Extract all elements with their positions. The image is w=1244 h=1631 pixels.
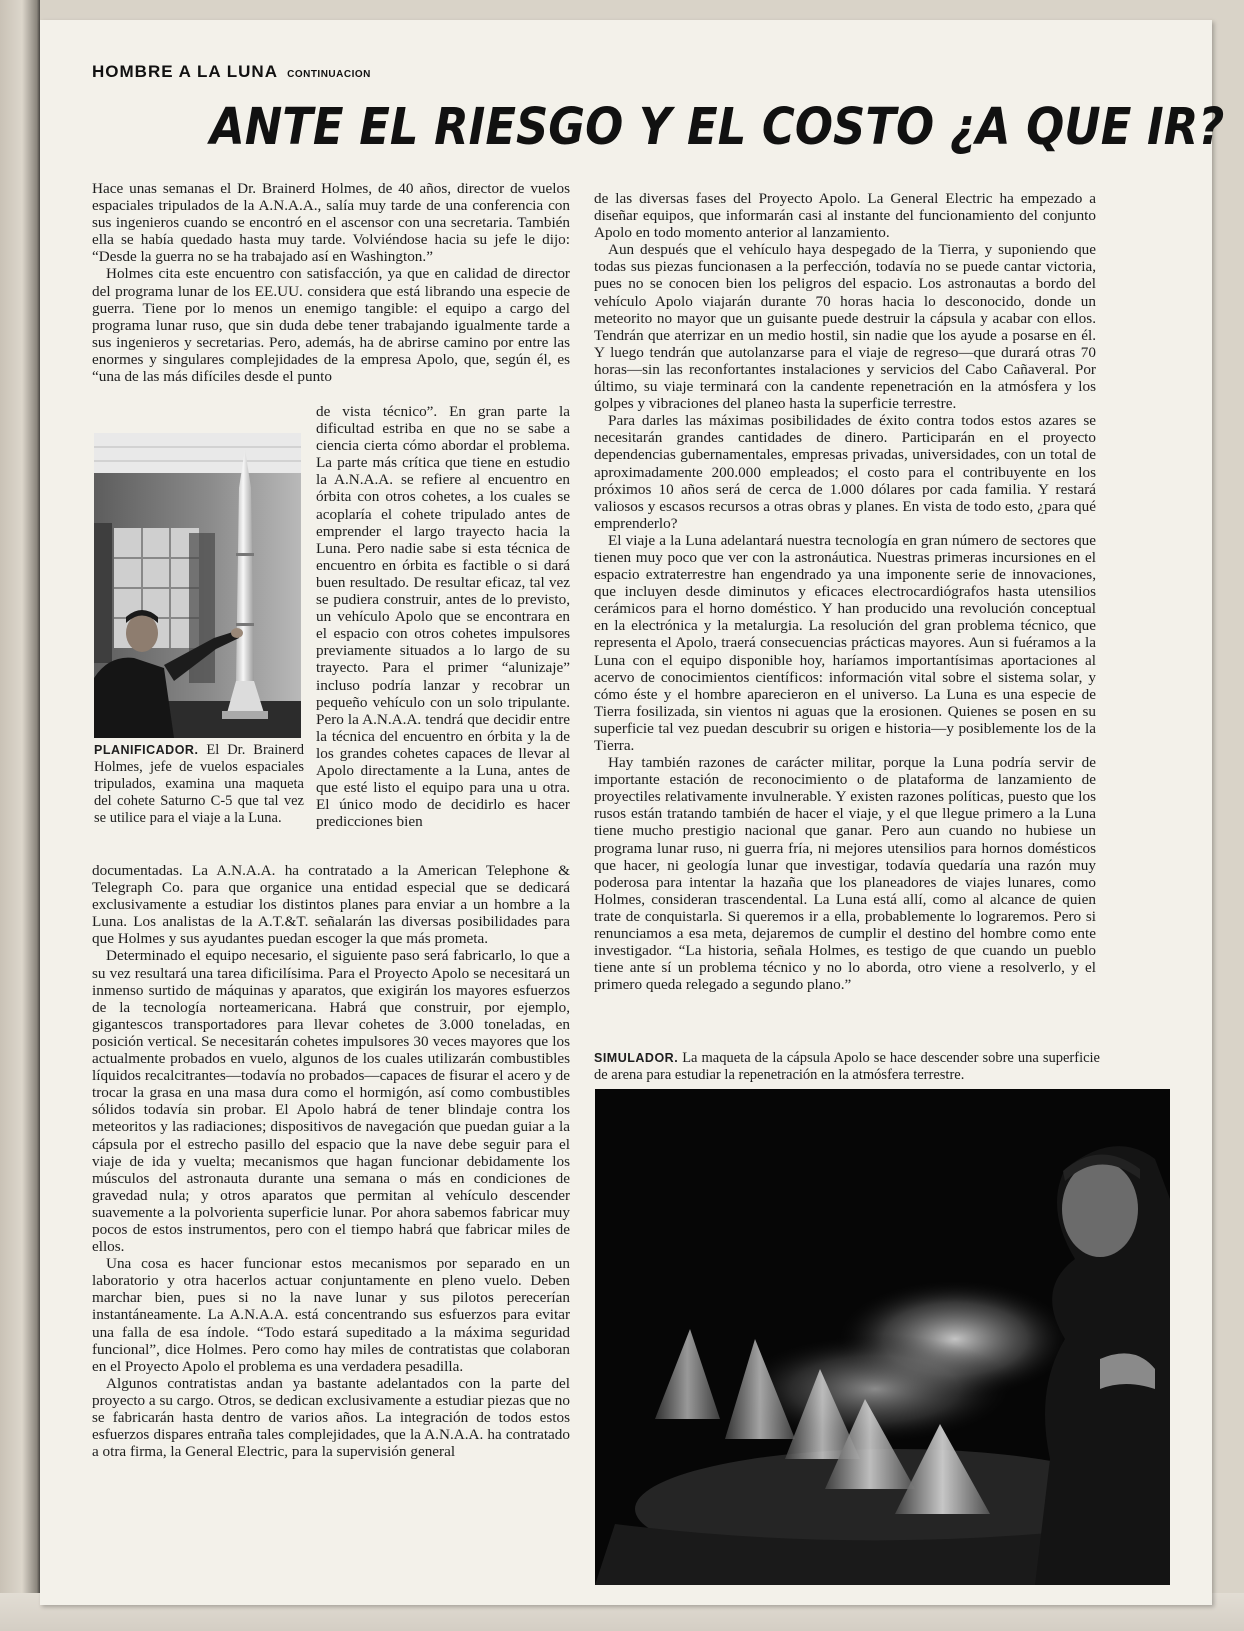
kicker-title: HOMBRE A LA LUNA bbox=[92, 62, 278, 81]
column-a-top bbox=[92, 180, 570, 385]
paragraph: Holmes cita este encuentro con satisfacción, ya que en calidad de director del programa lunar de los EE.UU. considera que está librando una especie de guerra. Tiene por lo menos un enemigo tangible: el equipo a cargo del programa lunar ruso, que sin duda debe tener trabajando igualmente tarde a sus ingenieros y secretarias. Pero, además, ha de abrirse camino por entre las enormes y singulares complejidades de la empresa Apolo, que, según él, es “una de las más difíciles desde el punto bbox=[92, 265, 570, 386]
column-b bbox=[594, 190, 1096, 993]
column-a-bottom bbox=[92, 862, 570, 1460]
kicker-continuation: CONTINUACION bbox=[287, 69, 371, 80]
section-kicker bbox=[92, 62, 371, 82]
magazine-spine-edge bbox=[0, 0, 40, 1631]
caption-label: PLANIFICADOR. bbox=[94, 743, 199, 757]
paragraph: Aun después que el vehículo haya despegado de la Tierra, y suponiendo que todas sus piezas funcionasen a la perfección, todavía no se puede cantar victoria, pues no se conocen bien los peligros del espacio. Los astronautas a bordo del vehículo Apolo viajarán durante 70 horas hacia lo desconocido, donde un meteorito no mayor que un guisante puede destruir la cápsula y acabar con ellos. Tendrán que aterrizar en un medio hostil, sin nadie que los ayude a posarse en él. Y luego tendrán que autolanzarse para el viaje de regreso—que durará otras 70 horas—sin las reconfortantes instalaciones y servicios del Cabo Cañaveral. Por último, su viaje terminará con la candente repenetración en la atmósfera y los golpes y vibraciones del planeo hasta la superficie terrestre. bbox=[594, 241, 1096, 413]
simulator-photo-illustration bbox=[595, 1089, 1170, 1585]
paragraph: El viaje a la Luna adelantará nuestra tecnología en gran número de sectores que tienen muy poco que ver con la astronáutica. Nuestras primeras incursiones en el espacio extraterrestre han engendrado ya una imponente serie de innovaciones, que incluyen desde diminutos y eficaces electrocardiógrafos hasta utensilios cerámicos para el horno doméstico. Y han producido una revolución conceptual en la electrónica y la metalurgia. La resolución del gran problema técnico, que representa el Apolo, traerá consecuencias prácticas mayores. Aun si fuéramos a la Luna con el equipo disponible hoy, haríamos importantísimas aportaciones al acervo de conocimientos científicos: información vital sobre el sistema solar, y cómo éste y el hombre aparecieron en el universo. La Luna es una especie de Tierra fosilizada, sin vientos ni aguas que la erosionen. Quienes se posen en su superficie tal vez puedan descubrir su origen e historia—y posiblemente los de la Tierra. bbox=[594, 531, 1096, 754]
photo-rocket-model bbox=[94, 433, 301, 738]
photo-capsule-simulator bbox=[595, 1089, 1170, 1585]
caption-text: El Dr. Brainerd Holmes, jefe de vuelos espaciales tripulados, examina una maqueta del cohete Saturno C-5 que tal vez se utilice para el viaje a la Luna. bbox=[94, 742, 304, 826]
paragraph: Determinado el equipo necesario, el siguiente paso será fabricarlo, lo que a su vez resultará una tarea dificilísima. Para el Proyecto Apolo se necesitará un inmenso surtido de máquinas y aparatos, que exigirán los mayores esfuerzos de la tecnología norteamericana. Habrá que construir, por ejemplo, gigantescos transportadores para llevar cohetes de 3.000 toneladas, en posición vertical. Se necesitarán cohetes impulsores 30 veces mayores que los actualmente probados en vuelo, algunos de los cuales utilizarán combustibles líquidos recalcitrantes—todavía no probados—capaces de fisurar el acero y de trocar la grasa en una masa dura como el hormigón, así como combustibles sólidos todavía sin probar. El Apolo habrá de tener blindaje contra los meteoritos y las radiaciones; dispositivos de navegación que puedan guiar a la cápsula por el estrecho pasillo del espacio que la nave debe seguir para el viaje de ida y vuelta; mecanismos que hagan funcionar debidamente los músculos del astronauta durante una semana o más en condiciones de gravedad nula; y otros aparatos que permitan al vehículo descender suavemente a la polvorienta superficie lunar. Por ahora sabemos fabricar muy pocos de estos instrumentos, pero con el tiempo habrá que fabricar miles de ellos. bbox=[92, 947, 570, 1256]
paragraph: Hace unas semanas el Dr. Brainerd Holmes, de 40 años, director de vuelos espaciales tripulados de la A.N.A.A., salía muy tarde de una conferencia con sus ingenieros cuando se encontró en el ascensor con una secretaria. También ella se había quedado hasta muy tarde. Volviéndose hacia su jefe le dijo: “Desde la guerra no se ha trabajado así en Washington.” bbox=[92, 180, 570, 266]
paragraph: Para darles las máximas posibilidades de éxito contra todos estos azares se necesitarán grandes cantidades de dinero. Participarán en el proyecto dependencias gubernamentales, empresas privadas, universidades, con un total de aproximadamente 200.000 empleados; el costo para el contribuyente en los próximos 10 años será de cerca de 1.000 dólares por cada familia. Y restará valiosos y escasos recursos a otras obras y planes. En vista de todo esto, ¿para qué emprenderlo? bbox=[594, 412, 1096, 532]
paragraph: de vista técnico”. En gran parte la dificultad estriba en que no se sabe a ciencia cierta cómo abordar el problema. La parte más crítica que tiene en estudio la A.N.A.A. se refiere al encuentro en órbita con otros cohetes, a los cuales se acoplaría el cohete tripulado antes de emprender el largo trayecto hacia la Luna. Pero nadie sabe si esta técnica de encuentro en órbita es factible o si dará buen resultado. De resultar eficaz, tal vez se pudiera construir, antes de lo previsto, un vehículo Apolo que se encontrara en el espacio con otros cohetes impulsores previamente situados a lo largo de su trayecto. Para el primer “alunizaje” incluso podría lanzar y recobrar un pequeño vehículo con un solo tripulante. Pero la A.N.A.A. tendrá que decidir entre la técnica del encuentro en órbita y la de los grandes cohetes capaces de llevar al Apolo directamente a la Luna, antes de que esté listo el equipo para una u otra. El único modo de decidirlo es hacer predicciones bien bbox=[316, 403, 570, 831]
rocket-photo-illustration bbox=[94, 433, 301, 738]
paragraph: Hay también razones de carácter militar, porque la Luna podría servir de importante estación de reconocimiento o de plataforma de lanzamiento de proyectiles relativamente invulnerable. Y existen razones políticas, puesto que los rusos están tratando también de hacer el viaje, y el que llegue primero a la Luna tiene mucho prestigio nacional que ganar. Pero aun cuando no hubiese un programa lunar ruso, ni guerra fría, ni mejores utensilios para hornos domésticos que hacer, ni geología lunar que investigar, todavía quedaría una razón muy poderosa para intentar la hazaña que los planeadores de viajes lunares, como Holmes, consideran trascendental. La Luna está allí, como al alcance de quien trate de conquistarla. Si queremos ir a ella, probablemente lo lograremos. Pero si renunciamos a esa meta, dejaremos de cumplir el destino del hombre como ente investigador. “La historia, señala Holmes, es testigo de que cuando un pueblo tiene ante sí un problema técnico y no lo aborda, otro viene a resolverlo, y el primero queda relegado a segundo plano.” bbox=[594, 754, 1096, 994]
paragraph: de las diversas fases del Proyecto Apolo. La General Electric ha empezado a diseñar equipos, que informarán casi al instante del funcionamiento del conjunto Apolo en todo momento anterior al lanzamiento. bbox=[594, 190, 1096, 242]
photo-caption-simulador bbox=[594, 1050, 1100, 1084]
photo-caption-planificador bbox=[94, 742, 304, 827]
paragraph: Una cosa es hacer funcionar estos mecanismos por separado en un laboratorio y otra hacerlos actuar conjuntamente en pleno vuelo. Deben marchar bien, pues si no la nave lunar y sus pilotos perecerían instantáneamente. La A.N.A.A. está concentrando sus esfuerzos para evitar una falla de esa índole. “Todo estará supeditado a la máxima seguridad funcional”, dice Holmes. Pero como hay miles de contratistas que colaboran en el Proyecto Apolo el problema es una verdadera pesadilla. bbox=[92, 1255, 570, 1375]
magazine-page bbox=[40, 20, 1225, 1605]
paragraph: Algunos contratistas andan ya bastante adelantados con la parte del proyecto a su cargo. Otros, se dedican exclusivamente a estudiar piezas que no se fabricarán hasta dentro de varios años. La integración de todos estos esfuerzos dispares entraña tales complejidades, que la A.N.A.A. ha contratado a otra firma, la General Electric, para la supervisión general bbox=[92, 1374, 570, 1461]
headline: ANTE EL RIESGO Y EL COSTO ¿A QUE IR? bbox=[210, 98, 1225, 157]
column-a-narrow bbox=[316, 403, 570, 830]
caption-text: La maqueta de la cápsula Apolo se hace descender sobre una superficie de arena para estudiar la repenetración en la atmósfera terrestre. bbox=[594, 1050, 1100, 1083]
caption-label: SIMULADOR. bbox=[594, 1051, 679, 1065]
paragraph: documentadas. La A.N.A.A. ha contratado a la American Telephone & Telegraph Co. para que organice una entidad especial que se dedicará exclusivamente a estudiar los distintos planes para enviar a un hombre a la Luna. Los analistas de la A.T.&T. señalarán las diversas posibilidades para que Holmes y sus ayudantes puedan escoger la que más prometa. bbox=[92, 862, 570, 948]
